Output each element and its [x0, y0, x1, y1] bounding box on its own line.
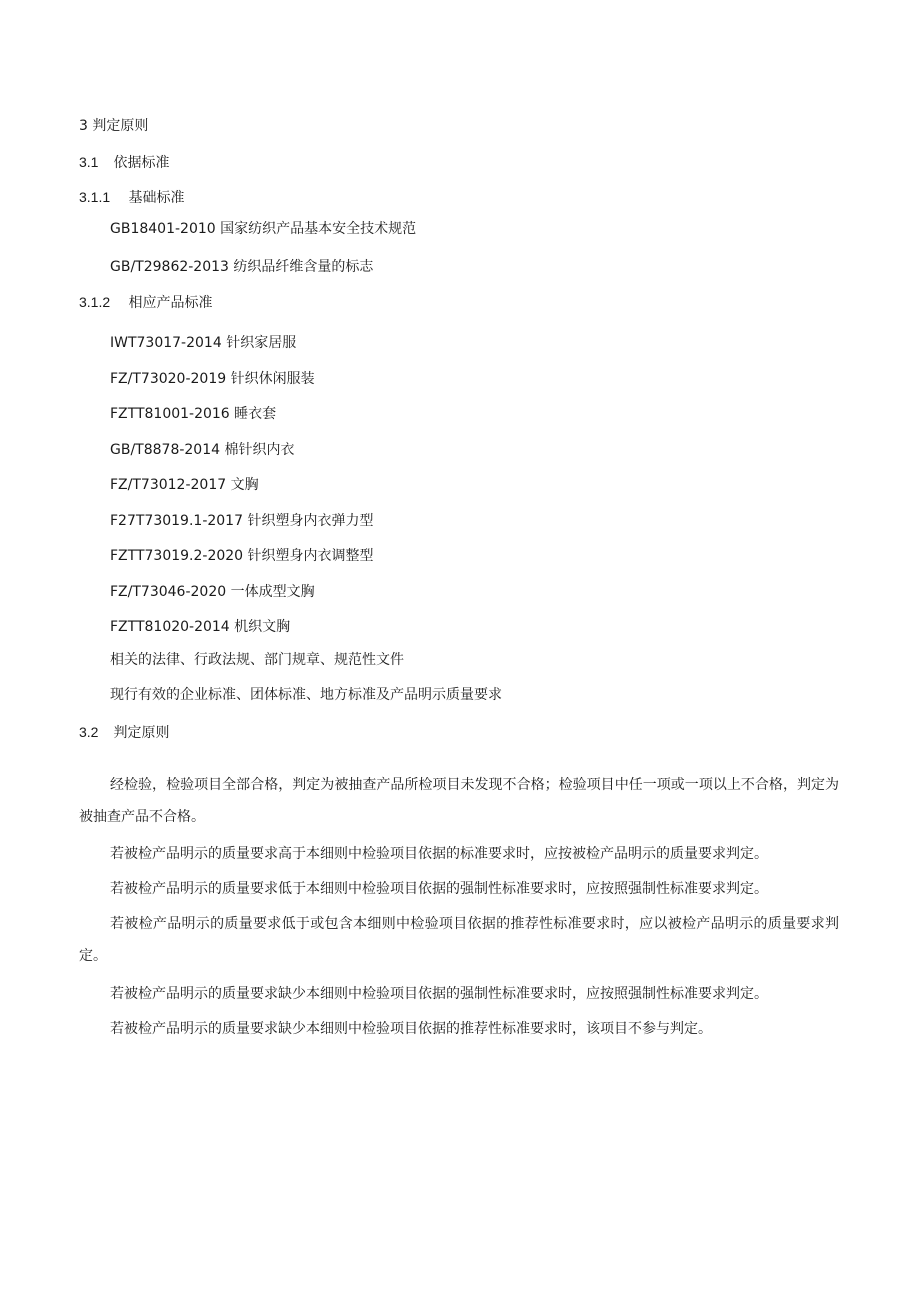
product-standard-item: F27T73019.1-2017 针织塑身内衣弹力型 [110, 513, 374, 529]
principle-paragraph: 若被检产品明示的质量要求低于或包含本细则中检验项目依据的推荐性标准要求时，应以被检产品明示的质量要求判定。 [79, 916, 839, 964]
product-standard-item: 现行有效的企业标准、团体标准、地方标准及产品明示质量要求 [110, 687, 502, 703]
heading-text: 相应产品标准 [128, 295, 213, 311]
principle-paragraph: 经检验，检验项目全部合格，判定为被抽查产品所检项目未发现不合格；检验项目中任一项或一项以上不合格，判定为被抽查产品不合格。 [79, 777, 839, 825]
heading-text: 基础标准 [128, 190, 185, 206]
heading-3-1-1 [79, 187, 184, 208]
heading-text: 判定原则 [113, 725, 170, 741]
heading-text: 依据标准 [113, 155, 170, 171]
heading-3-1-2 [79, 292, 212, 313]
product-standard-item: FZTT81001-2016 睡衣套 [110, 406, 277, 422]
base-standard-item: GB18401-2010 国家纺织产品基本安全技术规范 [110, 221, 417, 237]
heading-number: 3.2 [79, 724, 99, 740]
principle-paragraph: 若被检产品明示的质量要求缺少本细则中检验项目依据的推荐性标准要求时，该项目不参与判定。 [110, 1021, 712, 1037]
section-title: 3 判定原则 [79, 118, 149, 134]
heading-3-2 [79, 722, 169, 743]
heading-number: 3.1.2 [79, 294, 111, 310]
product-standard-item: 相关的法律、行政法规、部门规章、规范性文件 [110, 652, 404, 668]
product-standard-item: FZ/T73020-2019 针织休闲服装 [110, 371, 315, 387]
base-standard-item: GB/T29862-2013 纺织品纤维含量的标志 [110, 259, 374, 275]
heading-3-1 [79, 152, 169, 173]
heading-number: 3.1 [79, 154, 99, 170]
product-standard-item: FZTT73019.2-2020 针织塑身内衣调整型 [110, 548, 374, 564]
product-standard-item: GB/T8878-2014 棉针织内衣 [110, 442, 295, 458]
heading-number: 3.1.1 [79, 189, 111, 205]
product-standard-item: FZ/T73012-2017 文胸 [110, 477, 259, 493]
product-standard-item: IWT73017-2014 针织家居服 [110, 335, 297, 351]
product-standard-item: FZ/T73046-2020 一体成型文胸 [110, 584, 315, 600]
principle-paragraph: 若被检产品明示的质量要求低于本细则中检验项目依据的强制性标准要求时，应按照强制性标准要求判定。 [110, 881, 768, 897]
principle-paragraph: 若被检产品明示的质量要求缺少本细则中检验项目依据的强制性标准要求时，应按照强制性标准要求判定。 [110, 986, 768, 1002]
principle-paragraph: 若被检产品明示的质量要求高于本细则中检验项目依据的标准要求时，应按被检产品明示的质量要求判定。 [110, 846, 768, 862]
product-standard-item: FZTT81020-2014 机织文胸 [110, 619, 291, 635]
